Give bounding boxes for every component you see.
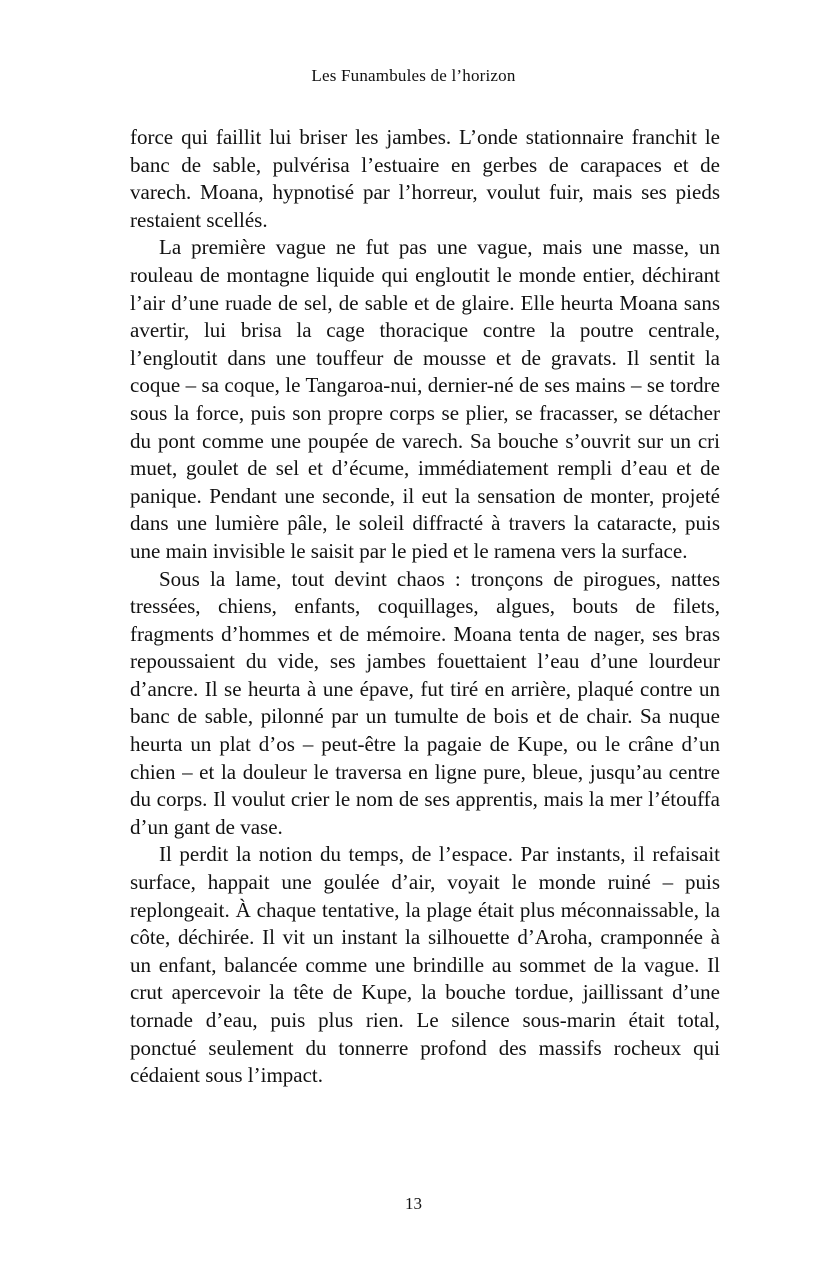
- paragraph-continuation: force qui faillit lui briser les jambes. L’onde stationnaire franchit le banc de sable, pulvérisa l’estuaire en gerbes de carapaces et de varech. Moana, hypnotisé par l’horreur, voulut fuir, mais ses pieds restaient scellés.: [130, 125, 720, 232]
- paragraph: Sous la lame, tout devint chaos : tronçons de pirogues, nattes tressées, chiens, enfants, coquillages, algues, bouts de filets, fragments d’hommes et de mémoire. Moana tenta de nager, ses bras repoussaient du vide, ses jambes fouettaient l’eau d’une lourdeur d’ancre. Il se heurta à une épave, fut tiré en arrière, plaqué contre un banc de sable, pilonné par un tumulte de bois et de chair. Sa nuque heurta un plat d’os – peut-être la pagaie de Kupe, ou le crâne d’un chien – et la douleur le traversa en ligne pure, bleue, jusqu’au centre du corps. Il voulut crier le nom de ses apprentis, mais la mer l’étouffa d’un gant de vase.: [130, 566, 720, 839]
- paragraph: La première vague ne fut pas une vague, mais une masse, un rouleau de montagne liquide qui engloutit le monde entier, déchirant l’air d’une ruade de sel, de sable et de glaire. Elle heurta Moana sans avertir, lui brisa la cage thoracique contre la poutre centrale, l’engloutit dans une touffeur de mousse et de gravats. Il sentit la coque – sa coque, le Tangaroa-nui, dernier-né de ses mains – se tordre sous la force, puis son propre corps se plier, se fracasser, se détacher du pont comme une poupée de varech. Sa bouche s’ouvrit sur un cri muet, goulet de sel et d’écume, immédiatement rempli d’eau et de panique. Pendant une seconde, il eut la sensation de monter, projeté dans une lumière pâle, le soleil diffracté à travers la cataracte, puis une main invisible le saisit par le pied et le ramena vers la surface.: [130, 235, 720, 563]
- page-number: 13: [405, 1194, 422, 1213]
- running-head: Les Funambules de l’horizon: [311, 66, 516, 85]
- paragraph: Il perdit la notion du temps, de l’espace. Par instants, il refaisait surface, happait une goulée d’air, voyait le monde ruiné – puis replongeait. À chaque tentative, la plage était plus méconnaissable, la côte, déchirée. Il vit un instant la silhouette d’Aroha, cramponnée à un enfant, balancée comme une brindille au sommet de la vague. Il crut apercevoir la tête de Kupe, la bouche tordue, jaillissant d’une tornade d’eau, puis plus rien. Le silence sous-marin était total, ponctué seulement du tonnerre profond des massifs rocheux qui cédaient sous l’impact.: [130, 842, 720, 1088]
- body-text: [130, 124, 720, 1090]
